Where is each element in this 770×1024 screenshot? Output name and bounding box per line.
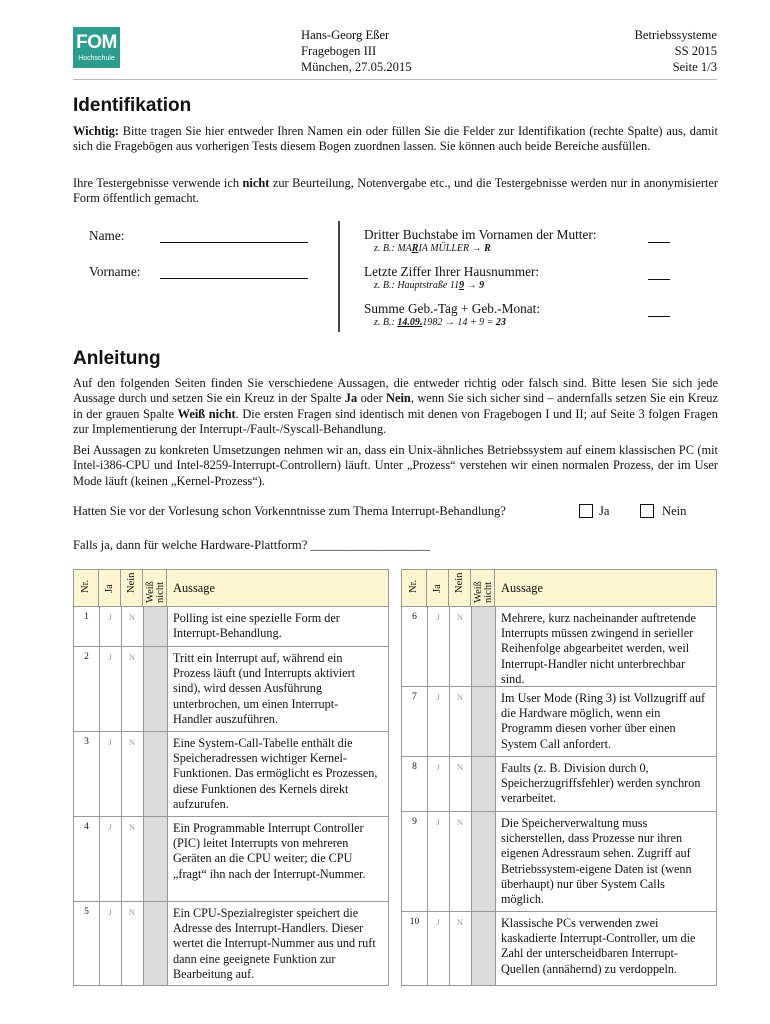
table-header-row [402,570,716,607]
statement-row [74,647,388,732]
header-nr [402,570,427,607]
header-nr-text: Nr. [80,579,91,593]
logo-main-text: FOM [76,32,117,53]
statement-number: 5 [84,907,89,917]
statement-text: Tritt ein Interrupt auf, während ein Prozess läuft (und Interrupts aktiviert sind), wird dessen Ausführung unterbrochen, um einen Interrupt- Handler auszuführen. [173,651,356,726]
statement-text: Die Speicherverwaltung muss sicherstellen, dass Prozesse nur ihren eigenen Adressraum sehen. Zugriff auf Betriebssystem-eigene Daten ist (wenn überhaupt) nur über System Calls möglich. [501,816,692,907]
statement-number: 9 [412,817,417,827]
statement-row [402,757,716,812]
identification-divider [338,221,340,332]
p1-ja-bold: Ja [344,391,358,406]
yes-cell[interactable]: J [436,692,440,702]
header-nein-text: Nein [453,572,465,593]
statement-row [402,812,716,912]
header-weiss-nicht [471,570,495,607]
statement-row [402,607,716,687]
mother-letter-field[interactable] [648,242,670,243]
instructions-paragraph-1 [73,376,718,437]
statement-text: Ein CPU-Spezialregister speichert die Adresse des Interrupt-Handlers. Dieser wertet die Interrupt-Nummer aus und ruft dann eine geeignete Funktion zur Bearbeitung auf. [173,906,376,981]
no-cell[interactable]: N [128,737,136,747]
header-ja-text: Ja [431,584,443,593]
example-1-result: R [484,243,491,254]
header-weiss-text: Weiß [145,581,156,603]
header-weiss-nicht [143,570,167,607]
statements-table-right [401,569,717,986]
header-nr-text: Nr. [408,579,419,593]
name-label: Name: [89,228,125,243]
statements-table-left [73,569,389,986]
p1-text-c: , wenn Sie sich sicher sind – andernfalls setzen Sie ein Kreuz in der grauen Spalte [73,391,718,421]
mother-letter-example [374,243,491,254]
birthday-sum-field[interactable] [648,316,670,317]
no-cell[interactable]: N [456,917,464,927]
statement-number: 8 [412,762,417,772]
header-nr [74,570,99,607]
header-nein-text: Nein [125,572,137,593]
statement-row [74,817,388,902]
statement-text: Mehrere, kurz nacheinander auftretende Interrupts müssen zwingend in serieller Reihenfolge abgearbeitet werden, weil Interrupt-Handler nicht unterbrechbar sind. [501,611,696,686]
example-1-post: IA MÜLLER → [418,243,485,254]
header-nein [449,570,471,607]
statement-number: 6 [412,612,417,622]
yes-cell[interactable]: J [436,817,440,827]
header-course: Betriebssysteme [634,28,717,42]
p1-text-a: Auf den folgenden Seiten finden Sie verschiedene Aussagen, die entweder richtig oder falsch sind. Bitte lesen Sie sich jede Aussage durch und setzen Sie ein Kreuz in der Spalte [73,376,718,406]
logo-sub-text: Hochschule [78,55,115,62]
statement-number: 4 [84,822,89,832]
statement-text: Eine System-Call-Tabelle enthält die Speicheradressen wichtiger Kernel-Funktionen. Das ermöglicht es Prozessen, diese Funktionen des Kernels direkt aufzurufen. [173,736,378,811]
statement-row [402,687,716,757]
birthday-sum-example [374,317,506,328]
identification-privacy [73,176,718,207]
table-header-row [74,570,388,607]
statement-row [74,607,388,647]
header-author: Hans-Georg Eßer [301,28,390,42]
example-1-underlined: R [411,243,419,254]
no-cell[interactable]: N [128,907,136,917]
example-1-pre: z. B.: MA [374,243,412,254]
no-cell[interactable]: N [456,612,464,622]
yes-cell[interactable]: J [436,917,440,927]
prior-knowledge-question: Hatten Sie vor der Vorlesung schon Vorkenntnisse zum Thema Interrupt-Behandlung? [73,504,506,518]
p1-weiss-bold: Weiß nicht [177,406,236,421]
statement-text: Faults (z. B. Division durch 0, Speicherzugriffsfehler) werden synchron verarbeitet. [501,761,701,806]
example-3-underlined: 14.09. [397,317,423,328]
header-nicht-text: nicht [155,582,166,603]
example-2-result: 9 [479,280,485,291]
example-2-pre: z. B.: Hauptstraße 11 [374,280,460,291]
yes-cell[interactable]: J [108,822,112,832]
header-ja [427,570,449,607]
header-nicht-text: nicht [483,582,494,603]
no-cell[interactable]: N [456,762,464,772]
firstname-field[interactable] [160,278,308,279]
instructions-paragraph-2: Bei Aussagen zu konkreten Umsetzungen nehmen wir an, dass ein Unix-ähnliches Betriebssystem auf einem klassischen PC (mit Intel-i386-CPU und Intel-8259-Interrupt-Controllern) läuft. Unter „Prozess“ verstehen wir einen normalen Prozess, der im User Mode läuft (keinen „Kernel-Prozess“). [73,443,718,488]
example-2-underlined: 9 [459,280,465,291]
header-semester: SS 2015 [674,44,717,58]
no-cell[interactable]: N [456,817,464,827]
no-cell[interactable]: N [128,652,136,662]
name-field[interactable] [160,242,308,243]
yes-cell[interactable]: J [108,612,112,622]
header-sheet: Fragebogen III [301,44,377,58]
statement-number: 3 [84,737,89,747]
statement-row [74,902,388,986]
statement-text: Klassische PCs verwenden zwei kaskadierte Interrupt-Controller, um die Zahl der unterscheidbaren Interrupt-Quellen (annähernd) zu verdoppeln. [501,916,696,976]
statement-text: Polling ist eine spezielle Form der Interrupt-Behandlung. [173,611,340,641]
privacy-text-post: zur Beurteilung, Notenvergabe etc., und die Testergebnisse werden nur in anonymisierter Form öffentlich gemacht. [73,176,719,206]
header-ja-text: Ja [103,584,115,593]
p1-nein-bold: Nein [386,391,411,406]
no-checkbox[interactable] [640,504,654,518]
no-cell[interactable]: N [128,822,136,832]
statement-number: 2 [84,652,89,662]
no-cell[interactable]: N [128,612,136,622]
mother-letter-question: Dritter Buchstabe im Vornamen der Mutter: [364,227,597,242]
identification-heading: Identifikation [73,95,192,116]
instructions-heading: Anleitung [73,348,161,369]
example-3-result: 23 [495,317,506,328]
header-page: Seite 1/3 [672,60,717,74]
example-2-post: → [464,280,480,291]
header-place-date: München, 27.05.2015 [301,60,412,74]
yes-cell[interactable]: J [108,737,112,747]
birthday-sum-question: Summe Geb.-Tag + Geb.-Monat: [364,301,541,316]
statement-text: Ein Programmable Interrupt Controller (PIC) leitet Interrupts von mehreren Geräten an die CPU weiter; die CPU „fragt“ ihn nach der Interrupt-Nummer. [173,821,366,881]
header-center [301,27,412,75]
example-3-post: 1982 → 14 + 9 = [422,317,496,328]
important-text: Bitte tragen Sie hier entweder Ihren Namen ein oder füllen Sie die Felder zur Identifikation (rechte Spalte) aus, damit sich die Fragebögen aus vorherigen Tests diesem Bogen zuordnen lassen. Sie können auch beide Bereiche ausfüllen. [73,124,718,154]
statement-text: Im User Mode (Ring 3) ist Vollzugriff auf die Hardware möglich, wenn ein Programm diesen vorher über einen System Call anfordert. [501,691,706,751]
privacy-text-bold: nicht [242,176,270,190]
yes-cell[interactable]: J [108,652,112,662]
statement-number: 1 [84,612,89,622]
header-weiss-text: Weiß [473,581,484,603]
yes-cell[interactable]: J [436,612,440,622]
header-nein [121,570,143,607]
identification-important [73,124,718,155]
p1-text-d: . Die ersten Fragen sind identisch mit denen von Fragebogen I und II; auf Seite 3 folgen Fragen zur Implementierung der Interrupt-/Fault-/Syscall-Behandlung. [73,406,718,436]
statement-row [74,732,388,817]
platform-question: Falls ja, dann für welche Hardware-Plattform? ___________________ [73,538,431,552]
header-divider [73,79,717,80]
firstname-label: Vorname: [89,264,141,279]
no-label: Nein [662,504,687,518]
house-number-field[interactable] [648,279,670,280]
yes-checkbox[interactable] [579,504,593,518]
yes-label: Ja [599,504,610,518]
header-ja [99,570,121,607]
statement-row [402,912,716,986]
header-right [634,27,717,75]
privacy-text-pre: Ihre Testergebnisse verwende ich [73,176,243,190]
header-aussage: Aussage [173,581,215,595]
fom-logo [73,27,120,68]
statement-number: 10 [409,917,420,927]
yes-cell[interactable]: J [436,762,440,772]
example-3-pre: z. B.: [374,317,398,328]
p1-text-b: oder [357,391,387,406]
house-number-example [374,280,484,291]
header-aussage: Aussage [501,581,543,595]
house-number-question: Letzte Ziffer Ihrer Hausnummer: [364,264,540,279]
yes-cell[interactable]: J [108,907,112,917]
important-label: Wichtig: [73,124,119,138]
no-cell[interactable]: N [456,692,464,702]
statement-number: 7 [412,692,417,702]
